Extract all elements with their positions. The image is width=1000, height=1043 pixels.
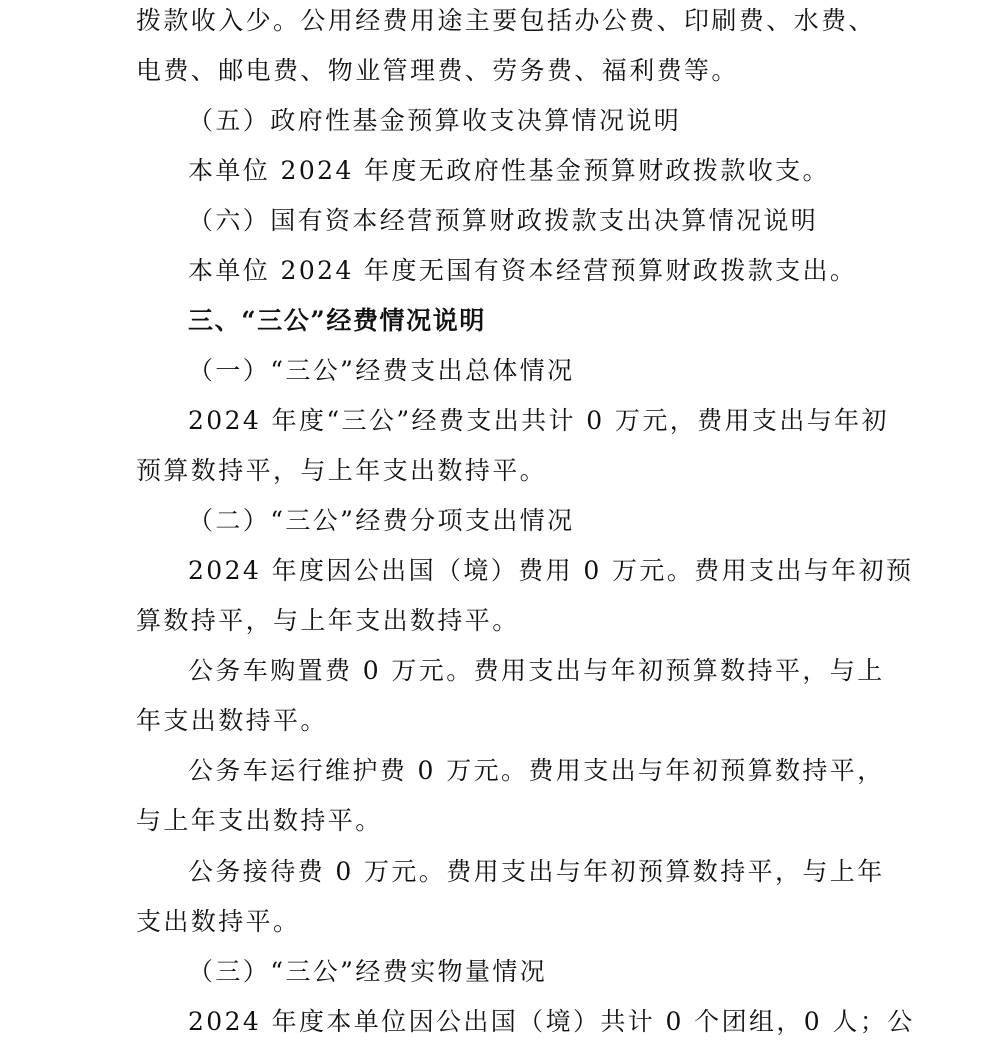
paragraph-line: 本单位 2024 年度无国有资本经营预算财政拨款支出。 xyxy=(188,256,858,285)
paragraph-line: 本单位 2024 年度无政府性基金预算财政拨款收支。 xyxy=(188,156,830,185)
section-heading: （六）国有资本经营预算财政拨款支出决算情况说明 xyxy=(188,206,819,235)
section-heading: （二）“三公”经费分项支出情况 xyxy=(188,506,575,535)
paragraph-line: 支出数持平。 xyxy=(136,907,301,936)
paragraph-line: 公务车购置费 0 万元。费用支出与年初预算数持平，与上 xyxy=(188,656,885,685)
section-heading: （五）政府性基金预算收支决算情况说明 xyxy=(188,106,682,135)
paragraph-line: 2024 年度“三公”经费支出共计 0 万元，费用支出与年初 xyxy=(188,406,889,435)
section-heading: （一）“三公”经费支出总体情况 xyxy=(188,356,575,385)
paragraph-line: 与上年支出数持平。 xyxy=(136,806,383,835)
paragraph-line: 2024 年度因公出国（境）费用 0 万元。费用支出与年初预 xyxy=(188,556,914,585)
paragraph-line: 拨款收入少。公用经费用途主要包括办公费、印刷费、水费、 xyxy=(136,6,876,35)
paragraph-line: 预算数持平，与上年支出数持平。 xyxy=(136,456,548,485)
section-heading: （三）“三公”经费实物量情况 xyxy=(188,957,548,986)
chapter-heading: 三、“三公”经费情况说明 xyxy=(188,306,486,335)
paragraph-line: 公务接待费 0 万元。费用支出与年初预算数持平，与上年 xyxy=(188,857,885,886)
paragraph-line: 算数持平，与上年支出数持平。 xyxy=(136,606,520,635)
paragraph-line: 公务车运行维护费 0 万元。费用支出与年初预算数持平， xyxy=(188,756,885,785)
paragraph-line: 电费、邮电费、物业管理费、劳务费、福利费等。 xyxy=(136,56,739,85)
paragraph-line: 年支出数持平。 xyxy=(136,706,328,735)
paragraph-line: 2024 年度本单位因公出国（境）共计 0 个团组，0 人；公 xyxy=(188,1007,915,1036)
